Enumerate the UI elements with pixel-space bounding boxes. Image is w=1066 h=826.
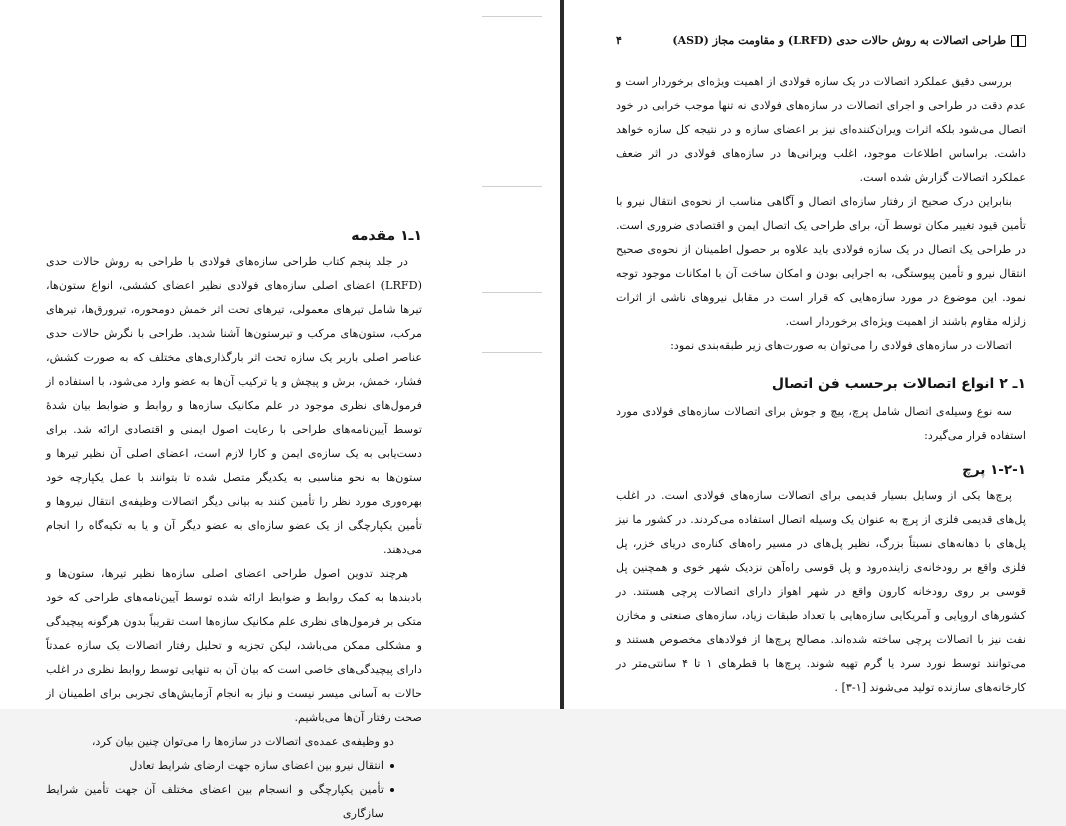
book-icon xyxy=(1011,35,1026,47)
section-paragraph: سه نوع وسیله‌ی اتصال شامل پرچ، پیچ و جوش برای اتصالات سازه‌های فولادی مورد استفاده قرار می‌گیرد: xyxy=(616,405,1026,442)
page-number: ۴ xyxy=(616,34,622,47)
bleed-line xyxy=(482,292,542,293)
function-bullet-list xyxy=(46,754,422,826)
bleed-line xyxy=(482,16,542,17)
right-text-block xyxy=(616,70,1026,700)
running-header xyxy=(672,34,1026,47)
body-paragraph-3: اتصالات در سازه‌های فولادی را می‌توان به صورت‌های زیر طبقه‌بندی نمود: xyxy=(670,339,1012,352)
introduction-heading: ۱ـ۱ مقدمه xyxy=(351,228,422,244)
running-header-text: طراحی اتصالات به روش حالات حدی (LRFD) و مقاومت مجاز (ASD) xyxy=(672,34,1006,47)
intro-paragraph-3: دو وظیفه‌ی عمده‌ی اتصالات در سازه‌ها را می‌توان چنین بیان کرد، xyxy=(91,735,394,748)
bullet-item: تأمین یکپارچگی و انسجام بین اعضای مختلف آن جهت تأمین شرایط سازگاری xyxy=(46,778,394,826)
left-text-block xyxy=(46,228,422,826)
section-heading: ۱ـ ۲ انواع اتصالات برحسب فن اتصال xyxy=(771,376,1026,392)
bleed-line xyxy=(482,352,542,353)
subsection-paragraph: پرچ‌ها یکی از وسایل بسیار قدیمی برای اتصالات سازه‌های فولادی است. در اغلب پل‌های قدیمی فلزی از پرچ به عنوان یک وسیله اتصال استفاده می‌کردند. در کشور ما نیز پل‌های با دهانه‌های نسبتاً بزرگ، نظیر پل‌های در مسیر راه‌های کناره‌ی دریای خزر، پل فلزی واقع بر رودخانه‌ی زاینده‌رود و پل قوسی راه‌آهن نزدیک شهر خوی و همچنین پل قوسی بر روی رودخانه کارون واقع در شهر اهواز دارای اتصالات پرچی هستند. در کشورهای اروپایی و آمریکایی سازه‌هایی با تعداد طبقات زیاد، سازه‌های صنعتی و مخازن نفت نیز با اتصالات پرچی ساخته شده‌اند. مصالح پرچ‌ها از فولادهای مخصوص هستند و می‌توانند توسط نورد سرد یا گرم تهیه شوند. پرچ‌ها با قطرهای ۱ تا ۴ سانتی‌متر در کارخانه‌های سازنده تولید می‌شوند [۱-۳] . xyxy=(616,489,1027,694)
intro-paragraph-1: در جلد پنجم کتاب طراحی سازه‌های فولادی با طراحی به روش حالات حدی (LRFD) اعضای اصلی سازه‌های فولادی نظیر اعضای کششی، انواع ستون‌ها، تیرها شامل تیرهای معمولی، تیرهای تحت اثر خمش دومحوره، تیرورق‌ها، تیرهای مرکب، ستون‌های مرکب و تیرستون‌ها آشنا شدید. طراحی با نگرش حالات حدی عناصر اصلی باربر یک سازه تحت اثر بارگذاری‌های مختلف که به صورت کشش، فشار، خمش، برش و پیچش و یا ترکیب آن‌ها به عضو وارد می‌شود، با استفاده از فرمول‌های نظری موجود در علم مکانیک سازه‌ها و روابط و ضوابط بیان شدهٔ توسط آیین‌نامه‌های طراحی با رعایت اصول ایمنی و اقتصادی ارائه شد. برای دست‌یابی به یک سازه‌ی ایمن و کارا لازم است، اعضای اصلی آن نظیر تیرها و ستون‌ها به نحو مناسبی به یکدیگر متصل شده تا بتوانند با عمل یکپارچه خود بهره‌وری مورد نظر را تأمین کنند به بیانی دیگر اتصالات وظیفه‌ی انتقال نیروها و تأمین یکپارچگی از یک عضو سازه‌ای به عضو دیگر آن و یا به تکیه‌گاه را انجام می‌دهند. xyxy=(46,255,422,556)
bullet-item: انتقال نیرو بین اعضای سازه جهت ارضای شرایط تعادل xyxy=(46,754,394,778)
intro-paragraph-2: هرچند تدوین اصول طراحی اعضای اصلی سازه‌ها نظیر تیرها، ستون‌ها و بادبندها به کمک روابط و ضوابط ارائه شده توسط آیین‌نامه‌های طراحی که خود متکی بر فرمول‌های نظری علم مکانیک سازه‌ها است تقریباً بدون هرگونه پیچیدگی و مشکلی ممکن می‌باشد، لیکن تجزیه و تحلیل رفتار اتصالات یک سازه عمدتاً دارای پیچیدگی‌های خاصی است که بیان آن به تنهایی توسط روابط نظری در اغلب حالات به آسانی میسر نیست و نیاز به انجام آزمایش‌های تجربی برای اطمینان از صحت رفتار آن‌ها می‌باشیم. xyxy=(46,567,422,724)
subsection-heading: ۱-۲-۱ پرچ xyxy=(962,462,1026,478)
body-paragraph-2: بنابراین درک صحیح از رفتار سازه‌ای اتصال و آگاهی مناسب از نحوه‌ی انتقال نیرو با تأمین قیود تغییر مکان توسط آن، برای طراحی یک اتصال ایمن و اقتصادی ضروری است. در طراحی یک اتصال در یک سازه فولادی باید علاوه بر حصول اطمینان از نحوه‌ی صحیح انتقال نیرو و تأمین پیوستگی، به اجرایی بودن و امکان ساخت آن با امکانات موجود توجه نمود. این موضوع در مورد سازه‌هایی که قرار است در مقابل نیروهای ناشی از اثرات زلزله مقاوم باشند از اهمیت ویژه‌ای برخوردار است. xyxy=(616,195,1026,328)
page-header xyxy=(616,34,1026,54)
body-paragraph-1: بررسی دقیق عملکرد اتصالات در یک سازه فولادی از اهمیت ویژه‌ای برخوردار است و عدم دقت در طراحی و اجرای اتصالات در سازه‌های فولادی نه تنها موجب خرابی در خود اتصال می‌شود بلکه اثرات ویران‌کننده‌ای نیز بر اعضای سازه و در نتیجه کل سازه خواهد داشت. براساس اطلاعات موجود، اغلب ویرانی‌ها در سازه‌های فولادی در اثر ضعف عملکرد اتصالات گزارش شده است. xyxy=(616,75,1026,184)
right-page xyxy=(564,0,1066,709)
bleed-line xyxy=(482,186,542,187)
